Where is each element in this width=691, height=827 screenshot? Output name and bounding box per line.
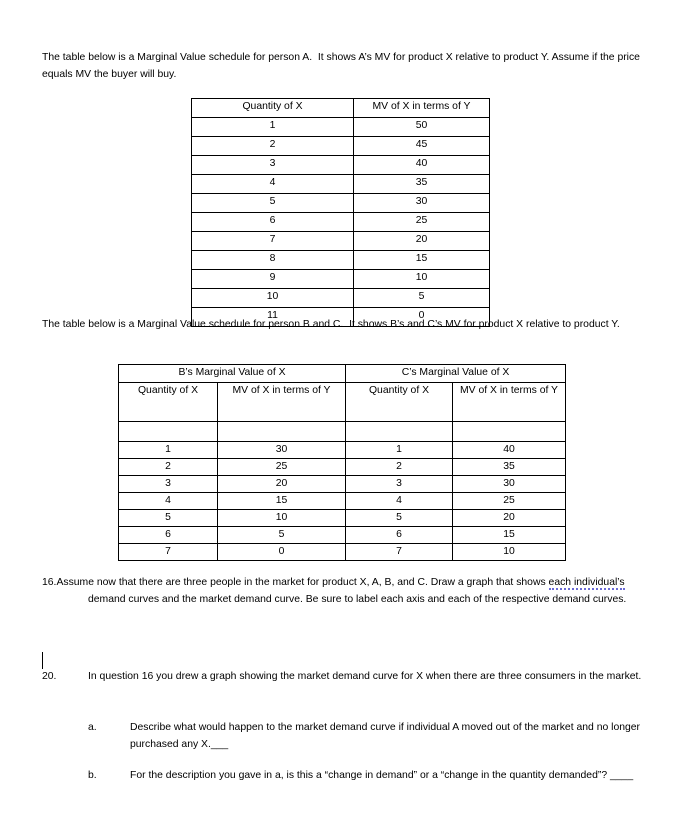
- table-cell: 1: [119, 442, 218, 459]
- question-16-body: [42, 575, 650, 608]
- table-cell: 10: [354, 270, 490, 289]
- table-cell: 15: [354, 251, 490, 270]
- table-a-header-row: [192, 99, 490, 118]
- table-row: [192, 232, 490, 251]
- question-20: [42, 669, 650, 686]
- table-cell: 25: [218, 459, 346, 476]
- table-cell: 4: [119, 493, 218, 510]
- table-cell: 30: [453, 476, 566, 493]
- table-cell: 40: [354, 156, 490, 175]
- table-bc-sub-header-3: MV of X in terms of Y: [453, 383, 566, 422]
- question-16-text-part1: Assume now that there are three people in the market for product X, A, B, and C. Draw a graph that shows: [56, 577, 549, 588]
- table-row: [119, 476, 566, 493]
- table-row: [192, 118, 490, 137]
- table-cell: 1: [192, 118, 354, 137]
- sub-item-a-text: Describe what would happen to the market demand curve if individual A moved out of the market and no longer purchased any X.___: [130, 722, 641, 750]
- grammar-flagged-text: each individual’s: [548, 577, 625, 588]
- sub-item-b-label: b.: [88, 770, 97, 781]
- table-a-header-cell-1: MV of X in terms of Y: [354, 99, 490, 118]
- table-cell: 2: [119, 459, 218, 476]
- table-cell: 11: [192, 308, 354, 327]
- marginal-value-table-persons-b-c: [118, 364, 566, 561]
- table-cell: 6: [192, 213, 354, 232]
- table-cell: 3: [119, 476, 218, 493]
- table-bc-sub-header-2: Quantity of X: [346, 383, 453, 422]
- table-row: [119, 493, 566, 510]
- table-cell: 50: [354, 118, 490, 137]
- question-16-text-part2: demand curves and the market demand curve. Be sure to label each axis and each of the respective demand curves.: [88, 593, 627, 605]
- table-row: [192, 213, 490, 232]
- table-cell: 20: [218, 476, 346, 493]
- table-cell: 6: [346, 527, 453, 544]
- sub-item-a-label: a.: [88, 722, 97, 733]
- table-cell: 7: [192, 232, 354, 251]
- table-cell: 20: [453, 510, 566, 527]
- table-bc-group-header-0: B’s Marginal Value of X: [119, 365, 346, 383]
- table-cell: 40: [453, 442, 566, 459]
- table-row: [192, 175, 490, 194]
- table-cell-empty: [346, 422, 453, 442]
- intro-paragraph-persons-b-c: The table below is a Marginal Value schedule for person B and C. It shows B’s and C’s MV for product X relative to product Y.: [42, 319, 620, 330]
- table-cell: 7: [346, 544, 453, 561]
- sub-item-b-text: For the description you gave in a, is this a “change in demand” or a “change in the quantity demanded”? ____: [130, 770, 634, 781]
- table-row: [192, 251, 490, 270]
- table-cell: 25: [354, 213, 490, 232]
- table-cell: 5: [218, 527, 346, 544]
- table-bc-blank-row: [119, 422, 566, 442]
- table-cell: 10: [218, 510, 346, 527]
- table-bc-sub-header-row: [119, 383, 566, 422]
- table-cell: 8: [192, 251, 354, 270]
- table-cell: 15: [453, 527, 566, 544]
- table-cell-empty: [453, 422, 566, 442]
- table-cell: 6: [119, 527, 218, 544]
- text-cursor-caret: [42, 652, 43, 669]
- table-a-header-cell-0: Quantity of X: [192, 99, 354, 118]
- table-cell-empty: [119, 422, 218, 442]
- table-cell: 5: [192, 194, 354, 213]
- table-cell: 4: [346, 493, 453, 510]
- table-row: [119, 510, 566, 527]
- marginal-value-table-person-a: [191, 98, 490, 327]
- intro-paragraph-person-a: The table below is a Marginal Value schedule for person A. It shows A’s MV for product X relative to product Y. Assume if the price equals MV the buyer will buy.: [42, 52, 643, 80]
- table-cell: 25: [453, 493, 566, 510]
- question-16: [42, 575, 650, 608]
- table-cell: 2: [192, 137, 354, 156]
- table-cell: 3: [346, 476, 453, 493]
- question-16-number: 16.: [42, 577, 57, 588]
- table-bc-group-header-row: [119, 365, 566, 383]
- table-cell-empty: [218, 422, 346, 442]
- table-cell: 30: [354, 194, 490, 213]
- table-cell: 30: [218, 442, 346, 459]
- table-cell: 15: [218, 493, 346, 510]
- table-cell: 5: [119, 510, 218, 527]
- table-row: [119, 527, 566, 544]
- table-cell: 1: [346, 442, 453, 459]
- table-cell: 35: [453, 459, 566, 476]
- table-row: [119, 442, 566, 459]
- table-cell: 45: [354, 137, 490, 156]
- table-cell: 20: [354, 232, 490, 251]
- table-cell: 0: [354, 308, 490, 327]
- table-cell: 7: [119, 544, 218, 561]
- table-row: [192, 194, 490, 213]
- table-row: [192, 156, 490, 175]
- table-cell: 10: [453, 544, 566, 561]
- table-bc-sub-header-0: Quantity of X: [119, 383, 218, 422]
- question-20-sub-item-b: [88, 768, 650, 785]
- table-cell: 9: [192, 270, 354, 289]
- table-bc-group-header-1: C’s Marginal Value of X: [346, 365, 566, 383]
- table-cell: 35: [354, 175, 490, 194]
- table-cell: 2: [346, 459, 453, 476]
- table-cell: 10: [192, 289, 354, 308]
- table-cell: 5: [354, 289, 490, 308]
- question-20-number: 20.: [42, 671, 57, 682]
- table-row: [119, 459, 566, 476]
- table-cell: 5: [346, 510, 453, 527]
- table-cell: 0: [218, 544, 346, 561]
- table-cell: 3: [192, 156, 354, 175]
- table-row: [192, 270, 490, 289]
- question-20-text: In question 16 you drew a graph showing the market demand curve for X when there are three consumers in the market.: [88, 671, 642, 682]
- table-row: [192, 289, 490, 308]
- table-cell: 4: [192, 175, 354, 194]
- question-20-row: [42, 669, 650, 686]
- table-bc-sub-header-1: MV of X in terms of Y: [218, 383, 346, 422]
- table-row: [192, 137, 490, 156]
- question-20-sub-item-a: [88, 720, 650, 753]
- table-row: [119, 544, 566, 561]
